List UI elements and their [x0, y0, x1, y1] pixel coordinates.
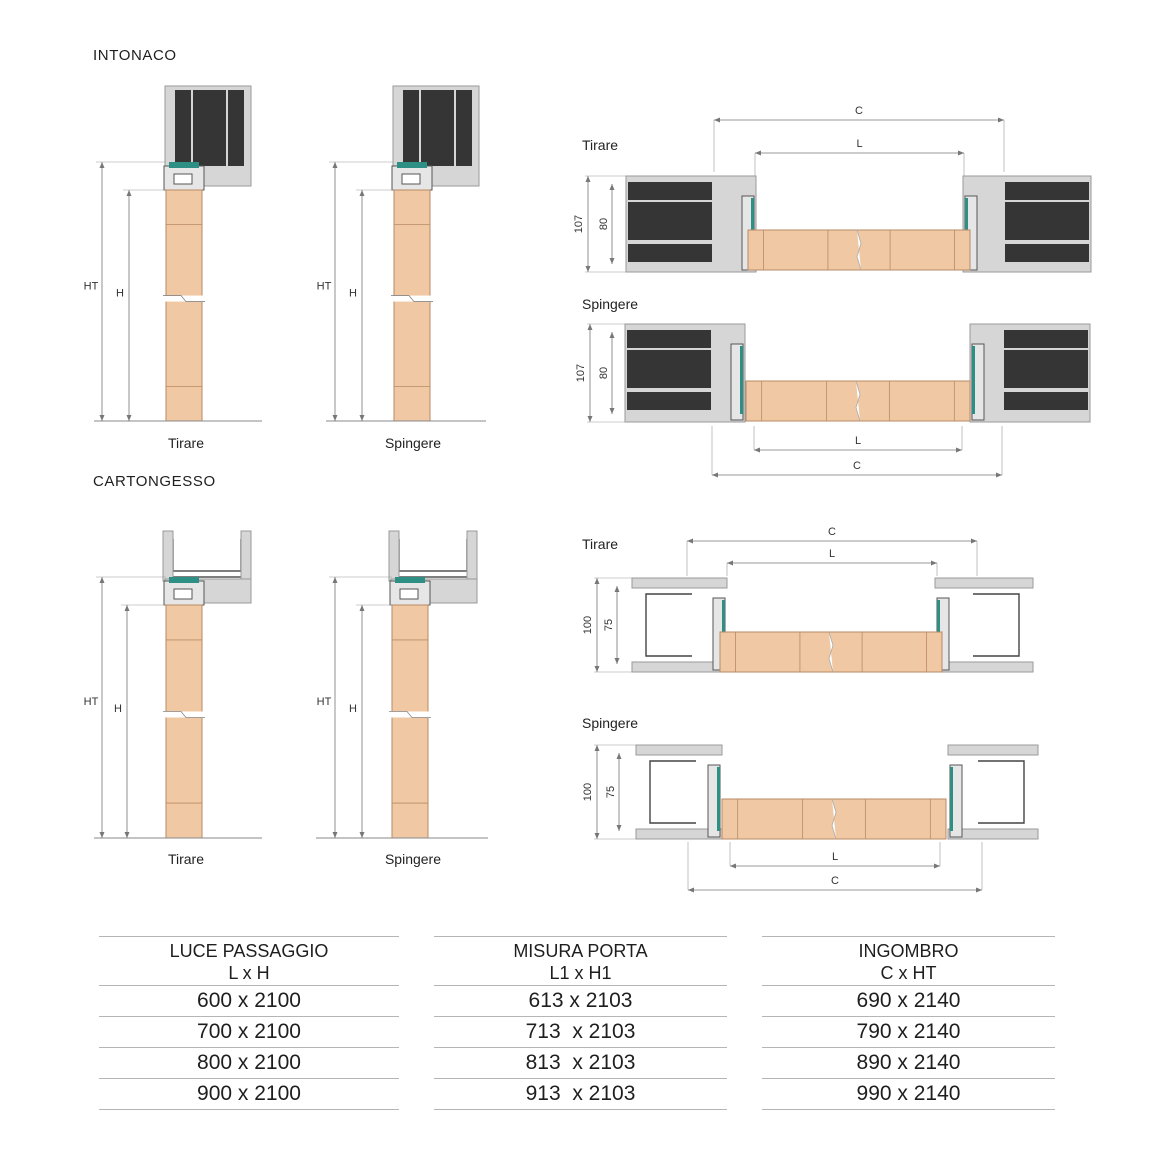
drywall-pull-section-ht-dim [100, 577, 105, 838]
plaster-push-plan-frame-dim [610, 332, 615, 414]
table-column [762, 936, 1055, 1110]
drywall-pull-section-board-left [163, 531, 173, 581]
table-cell: 613 x 2103 [434, 986, 727, 1017]
drywall-push-section-frame-slot [400, 589, 418, 599]
plaster-pull-section-panel [175, 90, 191, 166]
drywall-push-plan-wall-dim-arrow-bottom [595, 833, 600, 839]
plaster-pull-plan-c-label: C [855, 105, 863, 117]
plaster-pull-section-frame-slot [174, 174, 192, 184]
plaster-pull-section-ht-dim [100, 162, 105, 421]
drywall-push-plan-c-dim [688, 888, 982, 893]
drywall-push-plan-c-label: C [831, 875, 839, 887]
plaster-push-plan-l-dim-arrow-right [956, 448, 962, 453]
plaster-push-section-caption: Spingere [384, 435, 442, 451]
column-header [762, 936, 1055, 986]
plaster-push-plan-wall-right [970, 324, 1090, 422]
drywall-push-plan-l-label: L [831, 851, 839, 863]
plaster-pull-section-h-dim-arrow-bottom [127, 415, 132, 421]
plaster-pull-plan-wall-right-panel [1005, 182, 1089, 200]
column-title: MISURA PORTA [513, 941, 648, 961]
drywall-push-section-h-label: H [349, 703, 357, 716]
drywall-pull-section-h-dim [125, 605, 130, 838]
plaster-push-plan-l-dim [754, 448, 962, 453]
drywall-pull-plan-caption: Tirare [582, 536, 619, 552]
plaster-pull-plan-frame-dim-arrow-top [610, 184, 615, 190]
plaster-push-plan-l-label: L [854, 435, 862, 447]
plaster-pull-plan-frame-dim [610, 184, 615, 264]
plaster-push-plan-wall-left [625, 324, 745, 422]
plaster-pull-section-panel [193, 90, 226, 166]
plaster-pull-plan-c-dim-arrow-left [714, 118, 720, 123]
plaster-push-plan-frame-dim-arrow-bottom [610, 408, 615, 414]
drywall-pull-plan-wall-left-c-stud [646, 594, 692, 656]
drywall-pull-section-h-label: H [114, 703, 122, 716]
drywall-pull-section-caption: Tirare [167, 851, 205, 867]
drywall-push-plan-jamb-left-seal [717, 767, 720, 831]
plaster-push-section-frame-slot [402, 174, 420, 184]
plaster-push-plan-wall-dim-arrow-bottom [588, 416, 593, 422]
drywall-push-plan-frame-dim-arrow-bottom [617, 825, 622, 831]
drywall-pull-plan-c-label: C [828, 526, 836, 538]
drywall-pull-section-board-right [241, 531, 251, 581]
drywall-pull-plan-wall-right-board-top [935, 578, 1033, 588]
plaster-pull-plan-c-dim [714, 118, 1004, 123]
drywall-push-plan-l-dim-arrow-right [934, 864, 940, 869]
drywall-pull-plan-c-dim-arrow-left [687, 539, 693, 544]
drywall-pull-section-ht-dim-arrow-bottom [100, 832, 105, 838]
table-cell: 800 x 2100 [99, 1048, 399, 1079]
drywall-push-section-break [389, 712, 431, 718]
plaster-push-plan-jamb-left-seal [740, 346, 743, 414]
plaster-push-section-ht-dim-arrow-bottom [333, 415, 338, 421]
drywall-push-plan-c-dim-arrow-left [688, 888, 694, 893]
drywall-push-plan-wall-right-board-top [948, 745, 1038, 755]
plaster-push-section-h-label: H [349, 287, 357, 300]
drywall-pull-section-seal [169, 577, 199, 583]
drywall-push-plan-frame-dim-label: 75 [605, 785, 617, 799]
drywall-pull-plan-wall-dim [595, 578, 600, 672]
plaster-pull-plan-l-dim [755, 151, 964, 156]
plaster-pull-plan-l-dim-arrow-left [755, 151, 761, 156]
plaster-pull-plan-wall-dim-arrow-bottom [586, 266, 591, 272]
drywall-pull-section-h-dim-arrow-bottom [125, 832, 130, 838]
plaster-push-plan-l-dim-arrow-left [754, 448, 760, 453]
drywall-pull-plan-wall-right-board-bottom [935, 662, 1033, 672]
drywall-push-plan [582, 715, 1038, 893]
drywall-pull-plan-wall-right [935, 578, 1033, 672]
column-subtitle: L1 x H1 [549, 963, 612, 983]
drywall-push-section-h-dim-arrow-bottom [360, 832, 365, 838]
plaster-pull-section-ht-label: HT [83, 280, 99, 293]
plaster-pull-plan [573, 105, 1091, 272]
drywall-push-section-h-dim [360, 605, 365, 838]
plaster-push-section-panel [456, 90, 472, 166]
drywall-push-plan-l-dim-arrow-left [730, 864, 736, 869]
plaster-pull-plan-wall-right-panel [1005, 244, 1089, 262]
drywall-push-section-h-dim-arrow-top [360, 605, 365, 611]
drywall-pull-section-h-dim-arrow-top [125, 605, 130, 611]
plaster-pull-plan-l-dim-arrow-right [958, 151, 964, 156]
plaster-push-section-ht-dim-arrow-top [333, 162, 338, 168]
drywall-push-plan-caption: Spingere [582, 715, 639, 731]
plaster-push-plan-c-dim-arrow-left [712, 473, 718, 478]
drywall-pull-plan-l-dim-arrow-left [727, 561, 733, 566]
drywall-pull-plan-l-dim-arrow-right [931, 561, 937, 566]
plaster-pull-section-seal [169, 162, 199, 168]
plaster-pull-plan-caption: Tirare [582, 137, 619, 153]
drywall-push-plan-wall-dim-label: 100 [582, 782, 594, 802]
drywall-push-plan-c-dim-arrow-right [976, 888, 982, 893]
plaster-pull-plan-frame-dim-arrow-bottom [610, 258, 615, 264]
plaster-pull-section-ht-dim-arrow-top [100, 162, 105, 168]
plaster-push-section-panel [403, 90, 419, 166]
drywall-push-plan-jamb-right-seal [950, 767, 953, 831]
plaster-push-plan-wall-left-panel [627, 330, 711, 348]
plaster-push-section-h-dim-arrow-bottom [360, 415, 365, 421]
table-column [99, 936, 399, 1110]
plaster-push-plan-frame-dim-label: 80 [598, 366, 610, 380]
drywall-pull-plan [582, 526, 1033, 672]
plaster-pull-section-ht-dim-arrow-bottom [100, 415, 105, 421]
drywall-pull-plan-l-dim [727, 561, 937, 566]
plaster-pull-section-h-dim [127, 190, 132, 421]
drywall-push-section-board-right [467, 531, 477, 581]
plaster-pull-plan-frame-dim-label: 80 [598, 217, 610, 231]
drywall-push-section-ht-dim [333, 577, 338, 838]
drywall-pull-plan-frame-dim-arrow-bottom [615, 658, 620, 664]
plaster-pull-section [84, 86, 262, 451]
plaster-pull-plan-l-label: L [856, 138, 863, 150]
table-cell: 900 x 2100 [99, 1079, 399, 1110]
drywall-pull-plan-c-dim-arrow-right [971, 539, 977, 544]
drywall-push-section-board-left [389, 531, 399, 581]
drywall-push-plan-frame-dim-arrow-top [617, 753, 622, 759]
plaster-push-plan-wall-dim-arrow-top [588, 324, 593, 330]
drywall-pull-section-ht-label: HT [83, 696, 99, 709]
plaster-push-section [317, 86, 486, 451]
plaster-push-section-ht-dim [333, 162, 338, 421]
plaster-push-plan-frame-dim-arrow-top [610, 332, 615, 338]
plaster-pull-section-h-dim-arrow-top [127, 190, 132, 196]
drywall-pull-plan-wall-right-c-stud [973, 594, 1019, 656]
plaster-push-plan-caption: Spingere [582, 296, 639, 312]
table-cell: 890 x 2140 [762, 1048, 1055, 1079]
plaster-push-plan-wall-right-panel [1004, 392, 1088, 410]
drywall-pull-plan-frame-dim-arrow-top [615, 586, 620, 592]
plaster-pull-section-panel [228, 90, 244, 166]
column-header [99, 936, 399, 986]
drywall-pull-plan-l-label: L [828, 548, 836, 560]
intonaco-title: INTONACO [93, 47, 177, 64]
column-subtitle: C x HT [880, 963, 937, 983]
table-column [434, 936, 727, 1110]
drywall-push-plan-wall-left-c-stud [650, 761, 696, 823]
plaster-pull-plan-wall-dim-label: 107 [573, 214, 585, 234]
drywall-push-section-ht-label: HT [316, 696, 332, 709]
drywall-push-section-ht-dim-arrow-top [333, 577, 338, 583]
drywall-pull-section-frame-slot [174, 589, 192, 599]
plaster-push-plan-wall-left-panel [627, 392, 711, 410]
drywall-pull-section-ht-dim-arrow-top [100, 577, 105, 583]
column-header [434, 936, 727, 986]
plaster-push-plan-c-dim [712, 473, 1002, 478]
plaster-push-plan-wall-dim [588, 324, 593, 422]
plaster-pull-plan-wall-right [963, 176, 1091, 272]
drywall-push-plan-l-dim [730, 864, 940, 869]
plaster-pull-plan-wall-right-panel [1005, 202, 1089, 240]
plaster-push-plan-wall-right-panel [1004, 350, 1088, 388]
plaster-pull-section-h-label: H [116, 287, 124, 300]
table-cell: 790 x 2140 [762, 1017, 1055, 1048]
column-title: LUCE PASSAGGIO [169, 941, 329, 961]
plaster-push-section-seal [397, 162, 427, 168]
plaster-push-plan-jamb-right-seal [972, 346, 975, 414]
drywall-push-plan-wall-left-board-top [636, 745, 722, 755]
table-cell: 690 x 2140 [762, 986, 1055, 1017]
drywall-push-plan-frame-dim [617, 753, 622, 831]
drywall-pull-section [84, 531, 262, 867]
drywall-pull-plan-wall-dim-label: 100 [582, 615, 594, 635]
drywall-push-section-caption: Spingere [384, 851, 442, 867]
plaster-pull-plan-wall-dim [586, 176, 591, 272]
column-title: INGOMBRO [858, 941, 959, 961]
plaster-push-plan-c-label: C [853, 460, 861, 472]
plaster-pull-section-caption: Tirare [167, 435, 205, 451]
plaster-push-section-panel [421, 90, 454, 166]
column-subtitle: L x H [228, 963, 270, 983]
plaster-push-plan-wall-right-panel [1004, 330, 1088, 348]
table-cell: 813 x 2103 [434, 1048, 727, 1079]
drywall-push-plan-wall-dim-arrow-top [595, 745, 600, 751]
drywall-push-section [316, 531, 488, 867]
drywall-pull-section-break [163, 712, 205, 718]
drywall-pull-plan-wall-dim-arrow-bottom [595, 666, 600, 672]
plaster-pull-plan-wall-left-panel [628, 182, 712, 200]
plaster-pull-section-break [163, 296, 205, 302]
plaster-pull-plan-wall-left [626, 176, 756, 272]
table-cell: 913 x 2103 [434, 1079, 727, 1110]
table-cell: 600 x 2100 [99, 986, 399, 1017]
plaster-push-section-ht-label: HT [316, 280, 332, 293]
plaster-pull-plan-c-dim-arrow-right [998, 118, 1004, 123]
plaster-push-section-h-dim-arrow-top [360, 190, 365, 196]
plaster-push-section-h-dim [360, 190, 365, 421]
drywall-pull-plan-wall-left-board-top [632, 578, 727, 588]
drywall-push-section-seal [395, 577, 425, 583]
drywall-push-plan-wall-right-c-stud [978, 761, 1024, 823]
plaster-push-plan [575, 296, 1090, 478]
plaster-push-plan-wall-dim-label: 107 [575, 363, 587, 383]
drywall-pull-plan-wall-dim-arrow-top [595, 578, 600, 584]
plaster-push-section-break [391, 296, 433, 302]
plaster-pull-plan-wall-dim-arrow-top [586, 176, 591, 182]
plaster-push-plan-wall-left-panel [627, 350, 711, 388]
table-cell: 713 x 2103 [434, 1017, 727, 1048]
drywall-push-section-ht-dim-arrow-bottom [333, 832, 338, 838]
table-cell: 990 x 2140 [762, 1079, 1055, 1110]
table-cell: 700 x 2100 [99, 1017, 399, 1048]
cartongesso-title: CARTONGESSO [93, 473, 216, 490]
drywall-pull-plan-frame-dim [615, 586, 620, 664]
plaster-pull-plan-wall-left-panel [628, 202, 712, 240]
drywall-pull-plan-frame-dim-label: 75 [603, 618, 615, 632]
plaster-pull-plan-wall-left-panel [628, 244, 712, 262]
drywall-push-plan-wall-dim [595, 745, 600, 839]
plaster-push-plan-c-dim-arrow-right [996, 473, 1002, 478]
drywall-pull-plan-c-dim [687, 539, 977, 544]
